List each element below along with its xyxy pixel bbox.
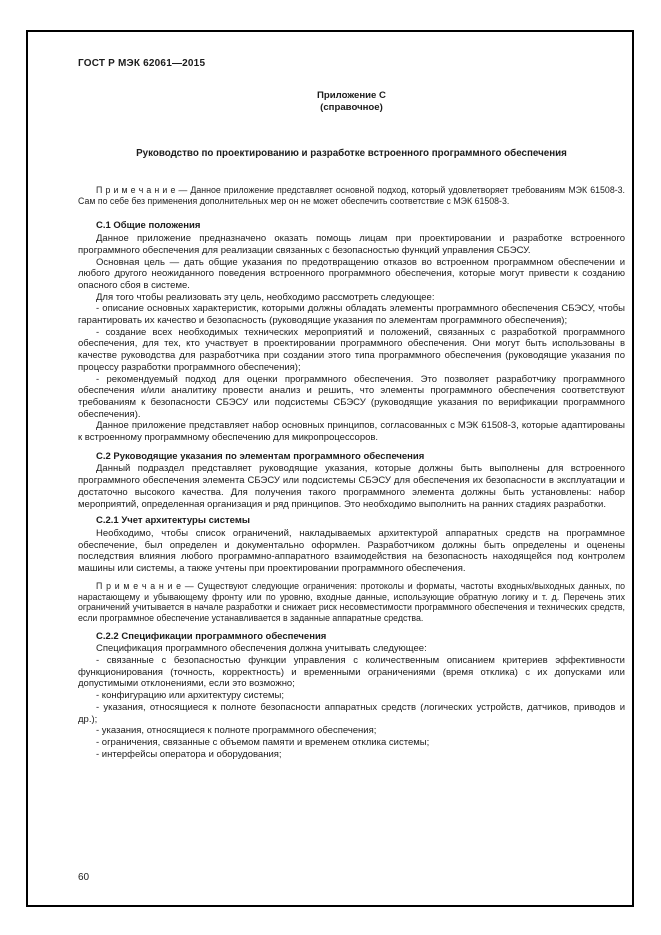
section-heading-c2: С.2 Руководящие указания по элементам программного обеспечения — [96, 450, 425, 462]
annex-kind: (справочное) — [320, 102, 383, 113]
section-heading-c1: С.1 Общие положения — [96, 220, 201, 232]
section-heading-c21: С.2.1 Учет архитектуры системы — [96, 515, 250, 527]
paragraph: Данный подраздел представляет руководящие указания, которые должны быть выполнены для встроенного программного обеспечения элемента СБЭСУ или подсистемы СБЭСУ для обеспечения их безопасности в эксплуатации и достаточно высокого качества. Для получения такого программного элемента должны быть установлены: набор мероприятий, определенная организация и ряд принципов. Это необходимо выполнить на ранних стадиях разработки. — [78, 463, 625, 510]
annex-title: Руководство по проектированию и разработке встроенного программного обеспечения — [136, 148, 567, 159]
paragraph: Необходимо, чтобы список ограничений, накладываемых архитектурой аппаратных средств на программное обеспечение, был определен и документально оформлен. Разработчиком должны быть определены и оценены последствия влияния любого программно-аппаратного взаимодействия на безопасность находящейся под контролем машины или системы, а также учтены при проектировании программного обеспечения. — [78, 527, 625, 575]
paragraph: Данное приложение предназначено оказать помощь лицам при проектировании и разработке встроенного программного обеспечения для реализации связанных с безопасностью функций управления СБЭСУ. — [78, 233, 625, 256]
note-paragraph: П р и м е ч а н и е — Существуют следующие ограничения: протоколы и форматы, частоты входных/выходных данных, по нарастающему и убывающему фронту или по уровню, входные данные, использующие обратную логику и т. д. Перечень этих ограничений учитывается в начале разработки и снижает риск несовместимости программного обеспечения и технических средств, если программное обеспечение устанавливается в заданные аппаратные средства. — [78, 580, 625, 623]
standard-reference: ГОСТ Р МЭК 62061—2015 — [78, 58, 206, 69]
list-item: - конфигурацию или архитектуру системы; — [96, 690, 285, 702]
annex-label: Приложение С — [317, 90, 386, 101]
paragraph: Основная цель — дать общие указания по предотвращению отказов во встроенном программном обеспечении и любого другого неожиданного поведения встроенного программного обеспечения, которые могут привести к созданию опасного сбоя в системе. — [78, 256, 625, 291]
page-number: 60 — [78, 872, 90, 883]
section-heading-c22: С.2.2 Спецификации программного обеспечения — [96, 630, 327, 642]
list-item: - указания, относящиеся к полноте безопасности аппаратных средств (логических устройств, датчиков, приводов и др.); — [78, 701, 625, 725]
paragraph: Данное приложение представляет набор основных принципов, согласованных с МЭК 61508-3, которые адаптированы к встроенному программному обеспечению для микропроцессоров. — [78, 420, 625, 444]
list-item: - описание основных характеристик, которыми должны обладать элементы программного обеспечения СБЭСУ, чтобы гарантировать их качество и безопасность (руководящие указания по элементам программного обеспечения); — [78, 303, 625, 327]
note-paragraph: П р и м е ч а н и е — Данное приложение представляет основной подход, который удовлетворяет требованиям МЭК 61508-3. Сам по себе без применения дополнительных мер он не может обеспечить соответствие с МЭК 61508-3. — [78, 185, 625, 206]
paragraph: Для того чтобы реализовать эту цель, необходимо рассмотреть следующее: — [96, 291, 435, 303]
paragraph: Спецификация программного обеспечения должна учитывать следующее: — [96, 643, 427, 655]
list-item: - связанные с безопасностью функции управления с количественным описанием критериев эффективности функционирования (точность, корректность) и временными ограничениями (время отклика) с их допусками или допустимыми отклонениями, если это возможно; — [78, 655, 625, 690]
list-item: - ограничения, связанные с объемом памяти и временем отклика системы; — [96, 736, 430, 748]
list-item: - интерфейсы оператора и оборудования; — [96, 748, 282, 760]
page-content — [78, 58, 625, 760]
list-item: - создание всех необходимых технических мероприятий и положений, связанных с разработкой программного обеспечения, для тех, кто участвует в проектировании программного обеспечения. Они могут быть использованы в качестве руководства для разработчика при создании этого типа программного обеспечения (руководящие указания по процессу разработки программного обеспечения); — [78, 326, 625, 373]
list-item: - рекомендуемый подход для оценки программного обеспечения. Это позволяет разработчику программного обеспечения и/или аналитику провести анализ и решить, что элементы программного обеспечения соответствуют требованиям к безопасности СБЭСУ или подсистемы СБЭСУ (руководящие указания по верификации программного обеспечения). — [78, 373, 625, 420]
page-border — [26, 30, 634, 907]
list-item: - указания, относящиеся к полноте программного обеспечения; — [96, 725, 377, 737]
